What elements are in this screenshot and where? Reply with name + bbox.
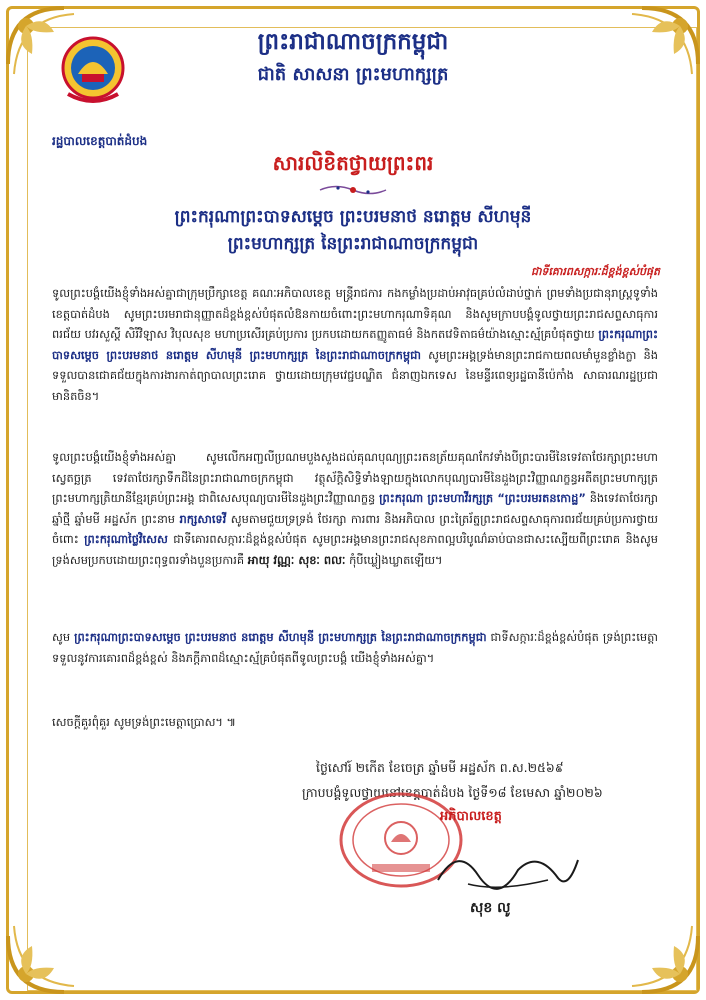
kingdom-heading: ព្រះរាជាណាចក្រកម្ពុជា: [257, 29, 449, 55]
honoree-tagline: ជាទីគោរពសក្ការៈដ៏ខ្ពង់ខ្ពស់បំផុត: [530, 265, 660, 278]
governor-name: សុខ លូ: [470, 900, 511, 916]
paragraph-1: [52, 283, 658, 406]
paragraph-2-new-year-deity: រាក្សសាទេវី: [179, 511, 227, 526]
paragraph-2: [52, 447, 658, 570]
paragraph-3: [52, 627, 658, 668]
paragraph-3-text-a: សូម: [52, 630, 71, 644]
paragraph-1-text-a: ទូលព្រះបង្គំយើងខ្ញុំទាំងអស់គ្នាជាក្រុមប្រឹក្សាខេត្ត គណៈអភិបាលខេត្ត មន្ត្រីរាជការ កងកម្លាំងប្រដាប់អាវុធគ្រប់លំដាប់ថ្នាក់ ព្រមទាំងប្រជានុរាស្ត្រទូទាំងខេត្តបាត់ដំបង សូមព្រះបរមរាជានុញ្ញាតដ៏ខ្ពង់ខ្ពស់បំផុតលំឱនកាយចំពោះព្រះមហាករុណាទិគុណ និងសូមក្រាបបង្គំទូលថ្វាយព្រះរាជសព្ទសាធុការពរជ័យ បវរសួស្តី សិរីវិឡាស វិបុលសុខ មហាប្រសើរគ្រប់ប្រការ ប្រកបដោយកតញ្ញូតាធម៌ និងកតវេទិតាធម៌យ៉ាងស្មោះស្ម័គ្របំផុតថ្វាយ: [52, 286, 658, 341]
administration-name: រដ្ឋបាលខេត្តបាត់ដំបង: [52, 134, 148, 148]
paragraph-1-king-title: ព្រះករុណាព្រះបាទសម្ដេច ព្រះបរមនាថ នរោត្តម សីហមុនី ព្រះមហាក្សត្រ នៃព្រះរាជាណាចក្រកម្ពុជា: [52, 327, 658, 362]
western-date: ក្រាបបង្គំទូលថ្វាយនៅខេត្តបាត់ដំបង ថ្ងៃទី១៨ ខែមេសា ឆ្នាំ២០២៦: [302, 785, 603, 800]
paragraph-2-text-c: និងទេវតាថែរក្សាឆ្នាំថ្មី ឆ្នាំមមី អដ្ឋស័ក ព្រះនាម: [52, 491, 658, 526]
national-motto: ជាតិ សាសនា ព្រះមហាក្សត្រ: [257, 64, 449, 85]
closing-line: សេចក្ដីគួរពុំគួរ សូមទ្រង់ព្រះមេត្តាប្រោស។ ៕: [52, 715, 236, 729]
paragraph-2-late-king: ព្រះករុណា ព្រះមហាវីរក្សត្រ “ព្រះបរមរតនកោដ្ឋ”: [379, 491, 586, 505]
title-ornament-icon: [318, 183, 388, 197]
honoree-line-2: ព្រះមហាក្សត្រ នៃព្រះរាជាណាចក្រកម្ពុជា: [227, 234, 479, 254]
paragraph-2-king-honor: ព្រះករុណាថ្លៃវិសេស: [84, 532, 168, 546]
paragraph-3-text-c: ជាទីសក្ការៈដ៏ខ្ពង់ខ្ពស់បំផុត ទ្រង់ព្រះមេត្តាទទួលនូវការគោរពដ៏ខ្ពង់ខ្ពស់ និងភក្ដីភាពដ៏ស្មោះស្ម័គ្របំផុតពីទូលព្រះបង្គំ យើងខ្ញុំទាំងអស់គ្នា។: [52, 630, 658, 665]
paragraph-2-text-g: ជាទីគោរពសក្ការៈដ៏ខ្ពង់ខ្ពស់បំផុត សូមព្រះអង្គមានព្រះរាជសុខភាពល្អបរិបូណ៌ឆាប់បានជាសះស្បើយពីព្រះរោគ និងសូមទ្រង់សមប្រកបដោយព្រះពុទ្ធពរទាំងបួនប្រការគឺ: [52, 532, 658, 567]
paragraph-2-four-blessings: អាយុ វណ្ណៈ សុខៈ ពលៈ: [247, 552, 346, 567]
letter-title: សារលិខិតថ្វាយព្រះពរ: [272, 151, 434, 175]
honoree-line-1: ព្រះករុណាព្រះបាទសម្ដេច ព្រះបរមនាថ នរោត្តម សីហមុនី: [174, 207, 532, 227]
paragraph-2-text-i: កុំបីឃ្លៀងឃ្លាតឡើយ។: [349, 552, 443, 567]
paragraph-1-text-c: សូមព្រះអង្គទ្រង់មានព្រះរាជកាយពលមាំមួនខ្លាំងក្លា និងទទួលបានជោគជ័យក្នុងការងារកាត់ព្យាបាលព្រះរោគ ថ្វាយដោយក្រុមវេជ្ជបណ្ឌិត ជំនាញឯកទេស នៃមន្ទីរពេទ្យរដ្ឋធានីប៉េកាំង សាធារណរដ្ឋប្រជាមានិតចិន។: [52, 347, 659, 403]
paragraph-2-text-e: សូមតាមជួយទ្រទ្រង់ ថែរក្សា ការពារ និងអភិបាល ព្រះត្រៃរ័ត្នព្រះរាជសព្ទសាធុការពរជ័យគ្រប់ប្រការថ្វាយចំពោះ: [52, 511, 658, 546]
governor-signature-icon: [428, 840, 588, 900]
governor-title: អភិបាលខេត្ត: [440, 809, 502, 824]
corner-ornament-bottom-left: [4, 906, 94, 996]
paragraph-3-king-title: ព្រះករុណាព្រះបាទសម្ដេច ព្រះបរមនាថ នរោត្តម សីហមុនី ព្រះមហាក្សត្រ នៃព្រះរាជាណាចក្រកម្ពុជា: [74, 630, 487, 644]
lunar-date: ថ្ងៃសៅរ៍ ២កើត ខែចេត្រ ឆ្នាំមមី អដ្ឋស័ក ព.ស.២៥៦៩: [316, 760, 564, 775]
corner-ornament-bottom-right: [612, 906, 702, 996]
paragraph-2-text-a: ទូលព្រះបង្គំយើងខ្ញុំទាំងអស់គ្នា សូមលើកអញ្ជលីប្រណមបួងសួងដល់គុណបុណ្យព្រះរតនត្រ័យគុណកែវទាំងបីព្រះបារមីនៃទេវតាថែរក្សាព្រះមហាស្វេតច្ឆត្រ ទេវតាថែរក្សាទឹកដីនៃព្រះរាជាណាចក្រកម្ពុជា វត្ថុស័ក្តិសិទ្ធិទាំងឡាយក្នុងលោកបុណ្យបារមីនៃដួងព្រះវិញ្ញាណក្ខន្ធអតីតព្រះមហាក្សត្រ ព្រះមហាក្សត្រិយានីខ្មែរគ្រប់ព្រះអង្គ ជាពិសេសបុណ្យបារមីនៃដួងព្រះវិញ្ញាណក្ខន្ធ: [52, 450, 658, 505]
